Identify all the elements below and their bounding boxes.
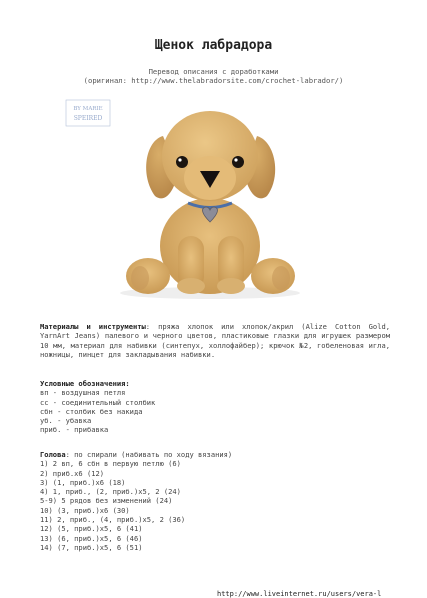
head-section	[40, 450, 390, 552]
head-intro: : по спирали (набивать по ходу вязания)	[65, 450, 233, 459]
pattern-row: 4) 1, приб., (2, приб.)x5, 2 (24)	[40, 487, 181, 497]
pattern-row: 14) (7, приб.)x5, 6 (51)	[40, 542, 143, 552]
abbreviation-item: сбн - столбик без накида	[40, 406, 143, 416]
footer-source-link[interactable]: http://www.liveinternet.ru/users/vera-l	[217, 590, 382, 598]
head-label: Голова	[40, 450, 66, 459]
abbreviation-item: уб. - убавка	[40, 416, 92, 426]
left-eye	[176, 156, 188, 168]
watermark-line2: SPEIRED	[73, 115, 103, 122]
pattern-row: 11) 2, приб., (4, приб.)x5, 2 (36)	[40, 515, 186, 525]
pattern-row: 1) 2 вп, 6 сбн в первую петлю (6)	[40, 459, 181, 469]
pattern-row: 13) (6, приб.)x5, 6 (46)	[40, 533, 143, 543]
abbreviation-item: вп - воздушная петля	[40, 388, 126, 398]
pattern-row: 3) (1, приб.)x6 (18)	[40, 477, 126, 487]
abbreviation-item: сс - соединительный столбик	[40, 397, 156, 407]
materials-section	[40, 322, 390, 359]
pattern-row: 12) (5, приб.)x5, 6 (41)	[40, 524, 143, 534]
right-eye	[232, 156, 244, 168]
watermark	[66, 100, 110, 126]
subtitle-translation-note: Перевод описания с доработками	[148, 67, 279, 76]
materials-text: : пряжа хлопок или хлопок/акрил (Alize Cotton Gold, YarnArt Jeans) палевого и черного цветов, пластиковые глазки для игрушек размером 10 мм, материал для набивки (синтепух, холлофайбер); крючок №2, гобеленовая игла, ножницы, пинцет для закладывания набивки.	[40, 322, 390, 359]
abbreviations-label: Условные обозначения	[40, 379, 126, 388]
pattern-row: 10) (3, приб.)x6 (30)	[40, 505, 130, 515]
page-title: Щенок лабрадора	[154, 38, 273, 53]
labrador-toy-photo	[60, 96, 372, 302]
abbreviations-section: Условные обозначения: вп - воздушная петля сс - соединительный столбик сбн - столбик без накида уб. - убавка приб. - прибавка	[40, 379, 390, 435]
watermark-line1: BY MARIE	[73, 106, 103, 112]
pattern-row: 5-9) 5 рядов без изменений (24)	[40, 496, 173, 506]
pattern-row: 2) приб.x6 (12)	[40, 468, 105, 478]
labrador-illustration	[60, 96, 372, 302]
materials-label: Материалы и инструменты	[40, 322, 146, 331]
abbreviation-item: приб. - прибавка	[40, 425, 109, 435]
subtitle-original-source: (оригинал: http://www.thelabradorsite.com/crochet-labrador/)	[83, 76, 344, 85]
